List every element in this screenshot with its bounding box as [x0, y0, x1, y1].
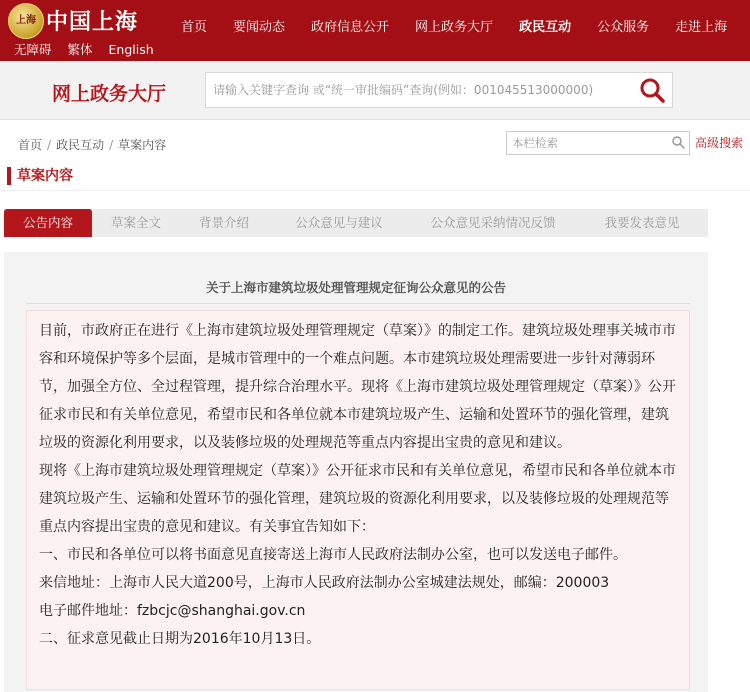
tab-feedback[interactable]: 公众意见采纳情况反馈 — [430, 215, 556, 230]
language-links — [14, 40, 166, 58]
main-nav — [168, 0, 740, 61]
logo-text: 上海 — [16, 15, 36, 26]
site-title[interactable]: 中国上海 — [46, 10, 139, 35]
nav-gov-info[interactable]: 政府信息公开 — [311, 20, 390, 35]
hall-search-box — [205, 72, 673, 108]
notice-item: 一、市民和各单位可以将书面意见直接寄送上海市人民政府法制办公室，也可以发送电子邮件。 — [39, 547, 627, 563]
traditional-chinese-link[interactable]: 繁体 — [67, 42, 93, 57]
breadcrumb-separator: / — [47, 138, 52, 152]
shanghai-emblem-logo[interactable] — [8, 3, 44, 39]
content-panel — [4, 252, 708, 692]
accessibility-link[interactable]: 无障碍 — [14, 42, 52, 57]
nav-about-shanghai[interactable]: 走进上海 — [675, 20, 728, 35]
online-hall-title[interactable]: 网上政务大厅 — [52, 83, 167, 105]
hall-search-input[interactable] — [206, 73, 626, 107]
section-search-input[interactable] — [507, 133, 667, 153]
notice-deadline: 二、征求意见截止日期为2016年10月13日。 — [39, 631, 321, 647]
online-hall-bar — [0, 61, 750, 120]
tab-public-opinions[interactable]: 公众意见与建议 — [295, 215, 383, 230]
breadcrumb-interaction[interactable]: 政民互动 — [56, 138, 105, 152]
nav-home[interactable]: 首页 — [181, 20, 208, 35]
nav-interaction[interactable]: 政民互动 — [519, 20, 572, 35]
notice-title: 关于上海市建筑垃圾处理管理规定征询公众意见的公告 — [205, 280, 506, 295]
notice-email: 电子邮件地址：fzbcjc@shanghai.gov.cn — [39, 603, 306, 619]
content-tabs — [4, 209, 708, 237]
notice-paragraph: 目前，市政府正在进行《上海市建筑垃圾处理管理规定（草案）》的制定工作。建筑垃圾处理事关城市市容和环境保护等多个层面，是城市管理中的一个难点问题。本市建筑垃圾处理需要进一步针对薄弱环节，加强全方位、全过程管理，提升综合治理水平。现将《上海市建筑垃圾处理管理规定（草案）》公开征求市民和有关单位意见，希望市民和各单位就本市建筑垃圾产生、运输和处置环节的强化管理，建筑垃圾的资源化利用要求，以及装修垃圾的处理规范等重点内容提出宝贵的意见和建议。 — [39, 323, 676, 451]
nav-news[interactable]: 要闻动态 — [233, 20, 286, 35]
breadcrumb — [18, 136, 166, 153]
divider — [0, 190, 750, 191]
nav-public-service[interactable]: 公众服务 — [597, 20, 650, 35]
top-header — [0, 0, 750, 61]
notice-paragraph: 现将《上海市建筑垃圾处理管理规定（草案）》公开征求市民和有关单位意见，希望市民和各单位就本市建筑垃圾产生、运输和处置环节的强化管理，建筑垃圾的资源化利用要求，以及装修垃圾的处理规范等重点内容提出宝贵的意见和建议。有关事宜告知如下： — [39, 463, 676, 535]
section-heading: 草案内容 — [7, 167, 73, 185]
section-search-box — [506, 131, 690, 155]
advanced-search-link[interactable]: 高级搜索 — [695, 136, 744, 150]
breadcrumb-separator: / — [109, 138, 114, 152]
tab-notice[interactable]: 公告内容 — [4, 209, 92, 237]
search-icon[interactable] — [638, 76, 666, 104]
tab-submit-opinion[interactable]: 我要发表意见 — [604, 215, 680, 230]
nav-online-hall[interactable]: 网上政务大厅 — [415, 20, 494, 35]
search-icon[interactable] — [671, 135, 685, 149]
tab-background[interactable]: 背景介绍 — [198, 215, 249, 230]
english-link[interactable]: English — [108, 42, 154, 57]
notice-body — [26, 310, 690, 690]
tab-full-text[interactable]: 草案全文 — [110, 215, 161, 230]
divider — [26, 303, 690, 304]
breadcrumb-current: 草案内容 — [118, 138, 167, 152]
notice-address: 来信地址：上海市人民大道200号，上海市人民政府法制办公室城建法规处，邮编：200003 — [39, 575, 610, 591]
breadcrumb-home[interactable]: 首页 — [18, 138, 43, 152]
